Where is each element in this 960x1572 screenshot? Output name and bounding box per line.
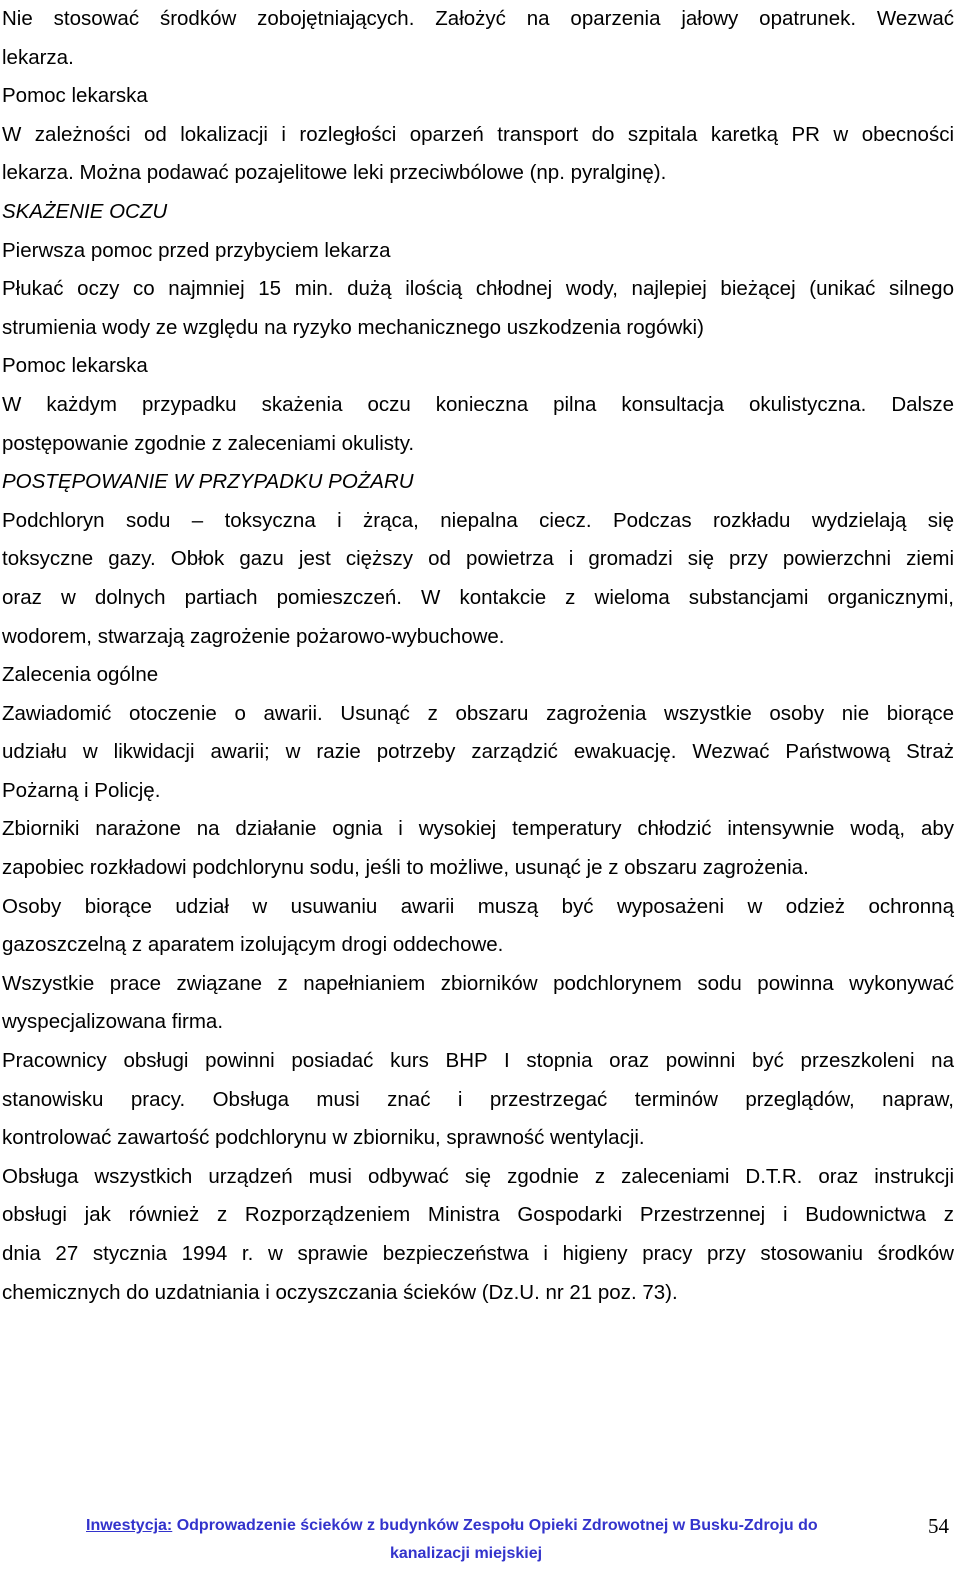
text-line: stanowisku pracy. Obsługa musi znać i przestrzegać terminów przeglądów, napraw, bbox=[2, 1087, 954, 1111]
text-line: Płukać oczy co najmniej 15 min. dużą ilością chłodnej wody, najlepiej bieżącej (unikać silnego bbox=[2, 277, 954, 301]
text-line: kontrolować zawartość podchlorynu w zbiorniku, sprawność wentylacji. bbox=[2, 1126, 645, 1150]
text-line: Zalecenia ogólne bbox=[2, 663, 159, 687]
text-line: toksyczne gazy. Obłok gazu jest cięższy od powietrza i gromadzi się przy powierzchni ziemi bbox=[2, 547, 954, 571]
text-line: Pomoc lekarska bbox=[2, 354, 148, 378]
text-line: oraz w dolnych partiach pomieszczeń. W kontakcie z wieloma substancjami organicznymi, bbox=[2, 585, 954, 609]
section-heading: SKAŻENIE OCZU bbox=[2, 199, 168, 223]
text-line: obsługi jak również z Rozporządzeniem Ministra Gospodarki Przestrzennej i Budownictwa z bbox=[2, 1203, 954, 1227]
text-line: Nie stosować środków zobojętniających. Założyć na oparzenia jałowy opatrunek. Wezwać bbox=[2, 7, 954, 30]
text-line: Pożarną i Policję. bbox=[2, 778, 161, 802]
text-line: zapobiec rozkładowi podchlorynu sodu, jeśli to możliwe, usunąć je z obszaru zagrożenia. bbox=[2, 856, 809, 880]
text-line: Zbiorniki narażone na działanie ognia i wysokiej temperatury chłodzić intensywnie wodą, aby bbox=[2, 817, 954, 841]
document-body bbox=[2, 0, 954, 1312]
text-line: Wszystkie prace związane z napełnianiem zbiorników podchlorynem sodu powinna wykonywać bbox=[2, 971, 954, 995]
footer-text: Odprowadzenie ścieków z budynków Zespołu Opieki Zdrowotnej w Busku-Zdroju do bbox=[172, 1517, 818, 1534]
text-line: lekarza. bbox=[2, 45, 74, 69]
text-line: lekarza. Można podawać pozajelitowe leki przeciwbólowe (np. pyralginę). bbox=[2, 161, 667, 185]
text-line: strumienia wody ze względu na ryzyko mechanicznego uszkodzenia rogówki) bbox=[2, 315, 704, 339]
text-line: W każdym przypadku skażenia oczu konieczna pilna konsultacja okulistyczna. Dalsze bbox=[2, 392, 954, 416]
text-line: Pomoc lekarska bbox=[2, 84, 148, 108]
text-line: postępowanie zgodnie z zaleceniami okulisty. bbox=[2, 431, 415, 455]
text-line: Pracownicy obsługi powinni posiadać kurs BHP I stopnia oraz powinni być przeszkoleni na bbox=[2, 1049, 954, 1073]
text-line: wyspecjalizowana firma. bbox=[2, 1010, 224, 1034]
text-line: W zależności od lokalizacji i rozległości oparzeń transport do szpitala karetką PR w obecności bbox=[2, 122, 954, 146]
footer-line-2: kanalizacji miejskiej bbox=[389, 1545, 543, 1562]
page-number: 54 bbox=[928, 1514, 949, 1538]
text-line: Pierwsza pomoc przed przybyciem lekarza bbox=[2, 238, 391, 262]
text-line: chemicznych do uzdatniania i oczyszczania ścieków (Dz.U. nr 21 poz. 73). bbox=[2, 1280, 678, 1304]
text-line: udziału w likwidacji awarii; w razie potrzeby zarządzić ewakuację. Wezwać Państwową Straż bbox=[2, 740, 954, 764]
text-line: Podchloryn sodu – toksyczna i żrąca, niepalna ciecz. Podczas rozkładu wydzielają się bbox=[2, 508, 954, 532]
footer-line-1 bbox=[86, 1512, 846, 1540]
text-line: gazoszczelną z aparatem izolującym drogi oddechowe. bbox=[2, 933, 504, 957]
text-line: wodorem, stwarzają zagrożenie pożarowo-wybuchowe. bbox=[2, 624, 505, 648]
page-footer bbox=[86, 1512, 846, 1568]
section-heading: POSTĘPOWANIE W PRZYPADKU POŻARU bbox=[2, 470, 414, 494]
text-line: Obsługa wszystkich urządzeń musi odbywać się zgodnie z zaleceniami D.T.R. oraz instrukcji bbox=[2, 1164, 954, 1188]
text-line: dnia 27 stycznia 1994 r. w sprawie bezpieczeństwa i higieny pracy przy stosowaniu środków bbox=[2, 1242, 954, 1265]
text-line: Osoby biorące udział w usuwaniu awarii muszą być wyposażeni w odzież ochronną bbox=[2, 894, 954, 918]
text-line: Zawiadomić otoczenie o awarii. Usunąć z obszaru zagrożenia wszystkie osoby nie biorące bbox=[2, 701, 954, 725]
footer-label: Inwestycja: bbox=[86, 1517, 173, 1534]
